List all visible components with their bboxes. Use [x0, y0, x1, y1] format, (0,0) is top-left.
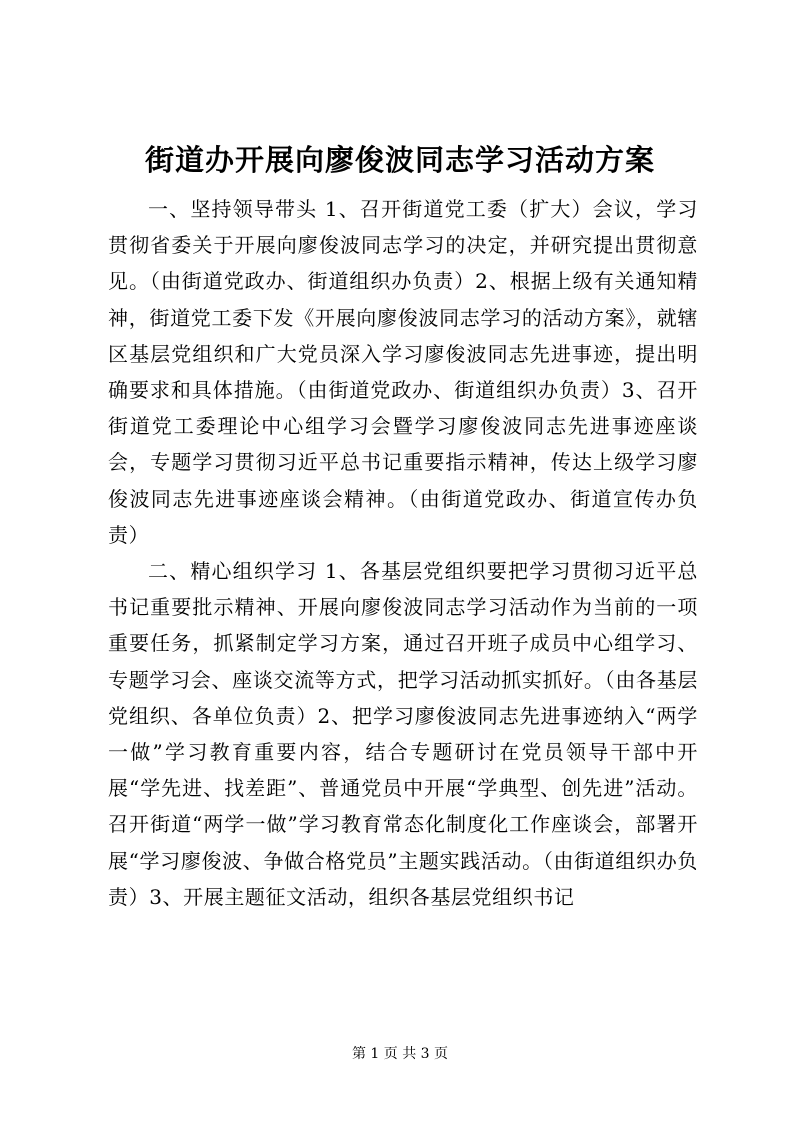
document-title: 街道办开展向廖俊波同志学习活动方案	[144, 143, 655, 177]
paragraph-2: 二、精心组织学习 1、各基层党组织要把学习贯彻习近平总书记重要批示精神、开展向廖俊波同志学习活动作为当前的一项重要任务，抓紧制定学习方案，通过召开班子成员中心组学习、专题学习会、座谈交流等方式，把学习活动抓实抓好。（由各基层党组织、各单位负责）2、把学习廖俊波同志先进事迹纳入“两学一做”学习教育重要内容，结合专题研讨在党员领导干部中开展“学先进、找差距”、普通党员中开展“学典型、创先进”活动。召开街道“两学一做”学习教育常态化制度化工作座谈会，部署开展“学习廖俊波、争做合格党员”主题实践活动。（由街道组织办负责）3、开展主题征文活动，组织各基层党组织书记	[108, 559, 698, 909]
document-body	[108, 191, 698, 915]
paragraph-1: 一、坚持领导带头 1、召开街道党工委（扩大）会议，学习贯彻省委关于开展向廖俊波同志学习的决定，并研究提出贯彻意见。（由街道党政办、街道组织办负责）2、根据上级有关通知精神，街道党工委下发《开展向廖俊波同志学习的活动方案》，就辖区基层党组织和广大党员深入学习廖俊波同志先进事迹，提出明确要求和具体措施。（由街道党政办、街道组织办负责）3、召开街道党工委理论中心组学习会暨学习廖俊波同志先进事迹座谈会，专题学习贯彻习近平总书记重要指示精神，传达上级学习廖俊波同志先进事迹座谈会精神。（由街道党政办、街道宣传办负责）	[108, 197, 698, 547]
page-number-footer: 第 1 页 共 3 页	[351, 1046, 449, 1062]
